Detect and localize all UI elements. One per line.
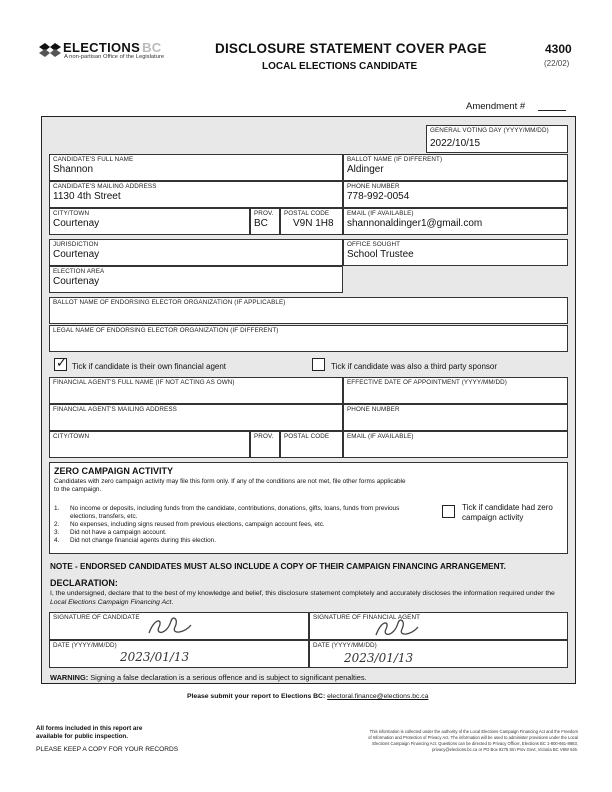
endorsed-note: NOTE - ENDORSED CANDIDATES MUST ALSO INCLUDE A COPY OF THEIR CAMPAIGN FINANCING ARRANGEMENT.: [50, 562, 506, 571]
third-party-label: Tick if candidate was also a third party sponsor: [331, 362, 498, 371]
zero-activity-tick-label: Tick if candidate had zero campaign activity: [462, 503, 553, 522]
candidate-prov[interactable]: PROV. BC: [250, 208, 280, 235]
agent-signature[interactable]: SIGNATURE OF FINANCIAL AGENT: [309, 612, 568, 640]
list-item: 3. Did not have a campaign account.: [54, 529, 167, 536]
submit-email-link[interactable]: electoral.finance@elections.bc.ca: [327, 693, 429, 700]
zero-activity-heading: ZERO CAMPAIGN ACTIVITY: [54, 466, 173, 476]
logo-text: ELECTIONS BC: [63, 40, 162, 55]
candidate-email[interactable]: EMAIL (IF AVAILABLE) shannonaldinger1@gmail.com: [343, 208, 568, 235]
agent-prov[interactable]: PROV.: [250, 431, 280, 458]
agent-email[interactable]: EMAIL (IF AVAILABLE): [343, 431, 568, 458]
voting-day-field[interactable]: GENERAL VOTING DAY (YYYY/MM/DD) 2022/10/15: [426, 125, 568, 153]
jurisdiction[interactable]: JURISDICTION Courtenay: [49, 239, 343, 266]
candidate-date[interactable]: DATE (YYYY/MM/DD) 2023/01/13: [49, 640, 309, 668]
candidate-mailing-address[interactable]: CANDIDATE'S MAILING ADDRESS 1130 4th Street: [49, 181, 343, 208]
agent-full-name[interactable]: FINANCIAL AGENT'S FULL NAME (IF NOT ACTING AS OWN): [49, 377, 343, 404]
candidate-postal-code[interactable]: POSTAL CODE V9N 1H8: [280, 208, 343, 235]
third-party-checkbox[interactable]: [312, 358, 325, 371]
page-title: DISCLOSURE STATEMENT COVER PAGE: [215, 41, 487, 56]
zero-conditions-list: [54, 505, 419, 545]
ballot-name-endorsing-org[interactable]: BALLOT NAME OF ENDORSING ELECTOR ORGANIZATION (IF APPLICABLE): [49, 297, 568, 324]
amendment-label: Amendment #: [466, 101, 526, 112]
own-agent-label: Tick if candidate is their own financial agent: [72, 362, 227, 371]
agent-postal-code[interactable]: POSTAL CODE: [280, 431, 343, 458]
zero-activity-section: [49, 462, 568, 554]
form-version: (22/02): [544, 59, 570, 68]
agent-appointment-date[interactable]: EFFECTIVE DATE OF APPOINTMENT (YYYY/MM/DD): [343, 377, 568, 404]
amendment-field[interactable]: [538, 110, 566, 111]
footer-right: This information is collected under the authority of the Local Elections Campaign Financing Act and the Freedom of Information and Protection of Privacy Act. The information will be used to administer provisions under the Local Elections Campaign Financing Act. Questions can be directed to Privacy Officer, Elections BC 1-800-661-8683, privacy@elections.bc.ca or PO Box 9275 Stn Prov Govt, Victoria BC V8W 9J6.: [368, 729, 578, 752]
elections-bc-logo-icon: [38, 42, 62, 58]
zero-activity-checkbox[interactable]: [442, 505, 455, 518]
logo-tagline: A non-partisan Office of the Legislature: [64, 54, 165, 60]
declaration-heading: DECLARATION:: [50, 578, 118, 588]
candidate-city[interactable]: CITY/TOWN Courtenay: [49, 208, 250, 235]
submit-line: Please submit your report to Elections BC: electoral.finance@elections.bc.ca: [187, 693, 429, 700]
agent-phone[interactable]: PHONE NUMBER: [343, 404, 568, 431]
legal-name-endorsing-org[interactable]: LEGAL NAME OF ENDORSING ELECTOR ORGANIZATION (IF DIFFERENT): [49, 325, 568, 352]
form-number: 4300: [545, 42, 572, 56]
agent-city[interactable]: CITY/TOWN: [49, 431, 250, 458]
list-item: 1. No income or deposits, including funds from the candidate, contributions, donations, gifts, loans, funds from previous elections, transfers, etc.: [54, 505, 400, 520]
candidate-full-name[interactable]: CANDIDATE'S FULL NAME Shannon: [49, 154, 343, 181]
list-item: 2. No expenses, including signs reused from previous elections, campaign account fees, etc.: [54, 521, 325, 528]
election-area[interactable]: ELECTION AREA Courtenay: [49, 266, 343, 293]
declaration-text: I, the undersigned, declare that to the best of my knowledge and belief, this disclosure statement completely and accurately discloses the information required under the Local Elections Campaign Financing Act.: [50, 590, 555, 606]
page-subtitle: LOCAL ELECTIONS CANDIDATE: [262, 61, 418, 72]
agent-mailing-address[interactable]: FINANCIAL AGENT'S MAILING ADDRESS: [49, 404, 343, 431]
list-item: 4. Did not change financial agents during this election.: [54, 537, 217, 544]
candidate-phone[interactable]: PHONE NUMBER 778-992-0054: [343, 181, 568, 208]
footer-left: All forms included in this report are available for public inspection. PLEASE KEEP A COPY FOR YOUR RECORDS: [36, 725, 179, 753]
zero-activity-intro: Candidates with zero campaign activity may file this form only. If any of the conditions are not met, file other forms applicable to the campaign.: [54, 478, 406, 493]
own-agent-checkbox[interactable]: ✓: [56, 356, 67, 371]
candidate-signature[interactable]: SIGNATURE OF CANDIDATE: [49, 612, 309, 640]
agent-date[interactable]: DATE (YYYY/MM/DD) 2023/01/13: [309, 640, 568, 668]
office-sought[interactable]: OFFICE SOUGHT School Trustee: [343, 239, 568, 266]
warning-line: WARNING: Signing a false declaration is a serious offence and is subject to significant penalties.: [50, 673, 367, 682]
ballot-name[interactable]: BALLOT NAME (IF DIFFERENT) Aldinger: [343, 154, 568, 181]
